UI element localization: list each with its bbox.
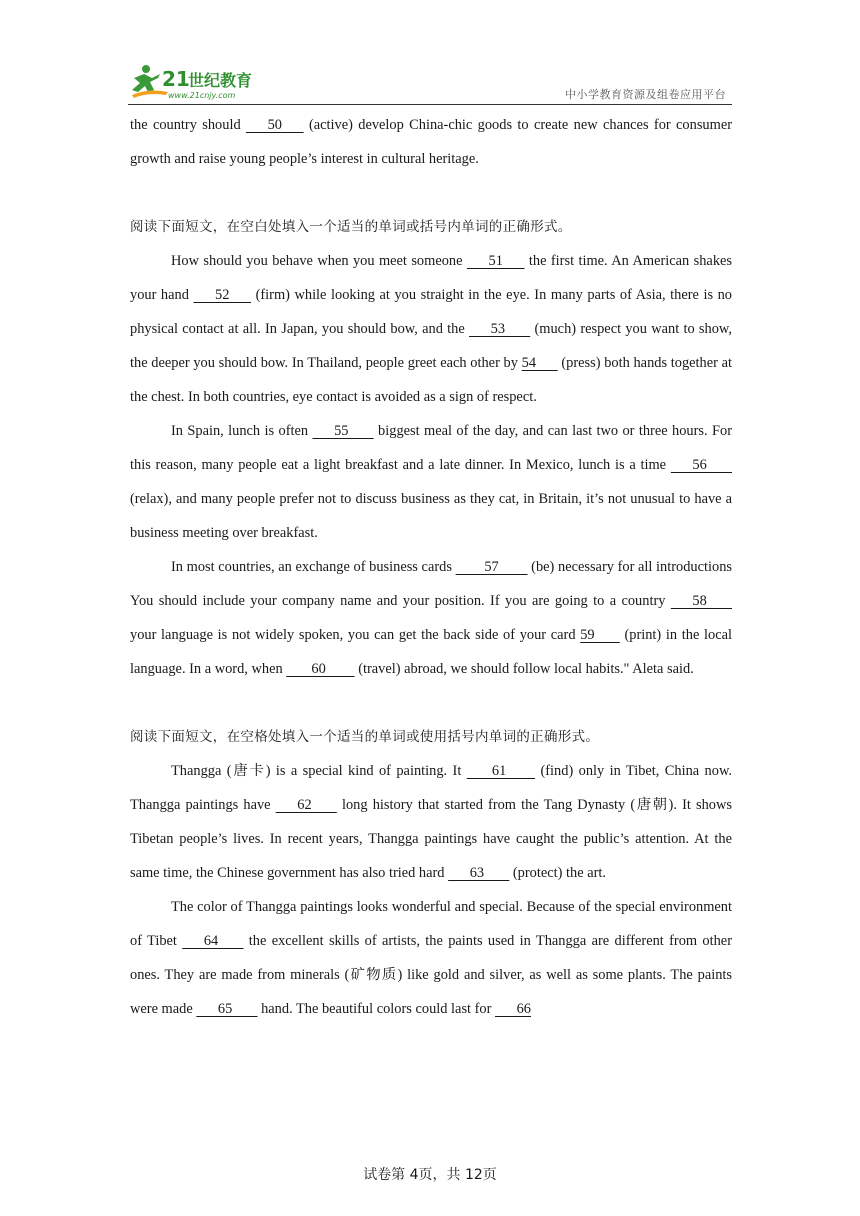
blank-56[interactable]: 56 — [670, 457, 732, 473]
blank-59[interactable]: 59 — [580, 627, 620, 643]
paragraph-4: Thangga (唐卡) is a special kind of painting. It 61 (find) only in Tibet, China now. Thangga paintings have 62 long history that started from the Tang Dynasty (唐朝). It shows Tibetan people’s lives. In recent years, Thangga paintings have caught the public’s attention. At the same time, the Chinese government has also tried hard 63 (protect) the art. — [130, 754, 732, 890]
blank-61[interactable]: 61 — [466, 763, 536, 779]
blank-50[interactable]: 50 — [246, 117, 304, 133]
blank-54[interactable]: 54 — [521, 355, 558, 371]
paragraph-3: In most countries, an exchange of business cards 57 (be) necessary for all introductions You should include your company name and your position. If you are going to a country 58 your language is not widely spoken, you can get the back side of your card 59 (print) in the local language. In a word, when 60 (travel) abroad, we should follow local habits." Aleta said. — [130, 550, 732, 686]
instruction-1: 阅读下面短文，在空白处填入一个适当的单词或括号内单词的正确形式。 — [130, 219, 572, 235]
blank-63[interactable]: 63 — [448, 865, 510, 881]
worksheet-content — [130, 108, 732, 1026]
blank-51[interactable]: 51 — [466, 253, 525, 269]
blank-55[interactable]: 55 — [312, 423, 374, 439]
platform-name: 中小学教育资源及组卷应用平台 — [565, 88, 726, 101]
svg-text:世纪教育: 世纪教育 — [188, 71, 253, 90]
paragraph-1: How should you behave when you meet someone 51 the first time. An American shakes your hand 52 (firm) while looking at you straight in the eye. In many parts of Asia, there is no physical contact at all. In Japan, you should bow, and the 53 (much) respect you want to show, the deeper you should bow. In Thailand, people greet each other by 54 (press) both hands together at the chest. In both countries, eye contact is avoided as a sign of respect. — [130, 244, 732, 414]
logo-21cnjy — [128, 62, 268, 102]
instruction-2: 阅读下面短文，在空格处填入一个适当的单词或使用括号内单词的正确形式。 — [130, 729, 600, 745]
blank-65[interactable]: 65 — [196, 1001, 258, 1017]
paragraph-5: The color of Thangga paintings looks wonderful and special. Because of the special environment of Tibet 64 the excellent skills of artists, the paints used in Thangga are different from other ones. They are made from minerals (矿物质) like gold and silver, as well as some plants. The paints were made 65 hand. The beautiful colors could last for 66 — [130, 890, 732, 1026]
svg-text:21: 21 — [162, 67, 190, 91]
page-footer: 试卷第 4页，共 12页 — [363, 1167, 497, 1183]
blank-52[interactable]: 52 — [193, 287, 252, 303]
blank-60[interactable]: 60 — [286, 661, 355, 677]
blank-62[interactable]: 62 — [275, 797, 337, 813]
svg-text:www.21cnjy.com: www.21cnjy.com — [168, 91, 236, 100]
blank-53[interactable]: 53 — [469, 321, 531, 337]
page-header — [128, 62, 732, 105]
blank-64[interactable]: 64 — [182, 933, 244, 949]
paragraph-top: the country should 50 (active) develop China-chic goods to create new chances for consumer growth and raise young people’s interest in cultural heritage. — [130, 108, 732, 176]
blank-66[interactable]: 66 — [495, 1001, 531, 1017]
blank-57[interactable]: 57 — [455, 559, 528, 575]
blank-58[interactable]: 58 — [670, 593, 732, 609]
paragraph-2: In Spain, lunch is often 55 biggest meal of the day, and can last two or three hours. For this reason, many people eat a light breakfast and a late dinner. In Mexico, lunch is a time 56 (relax), and many people prefer not to discuss business as they cat, in Britain, it’s not unusual to have a business meeting over breakfast. — [130, 414, 732, 550]
